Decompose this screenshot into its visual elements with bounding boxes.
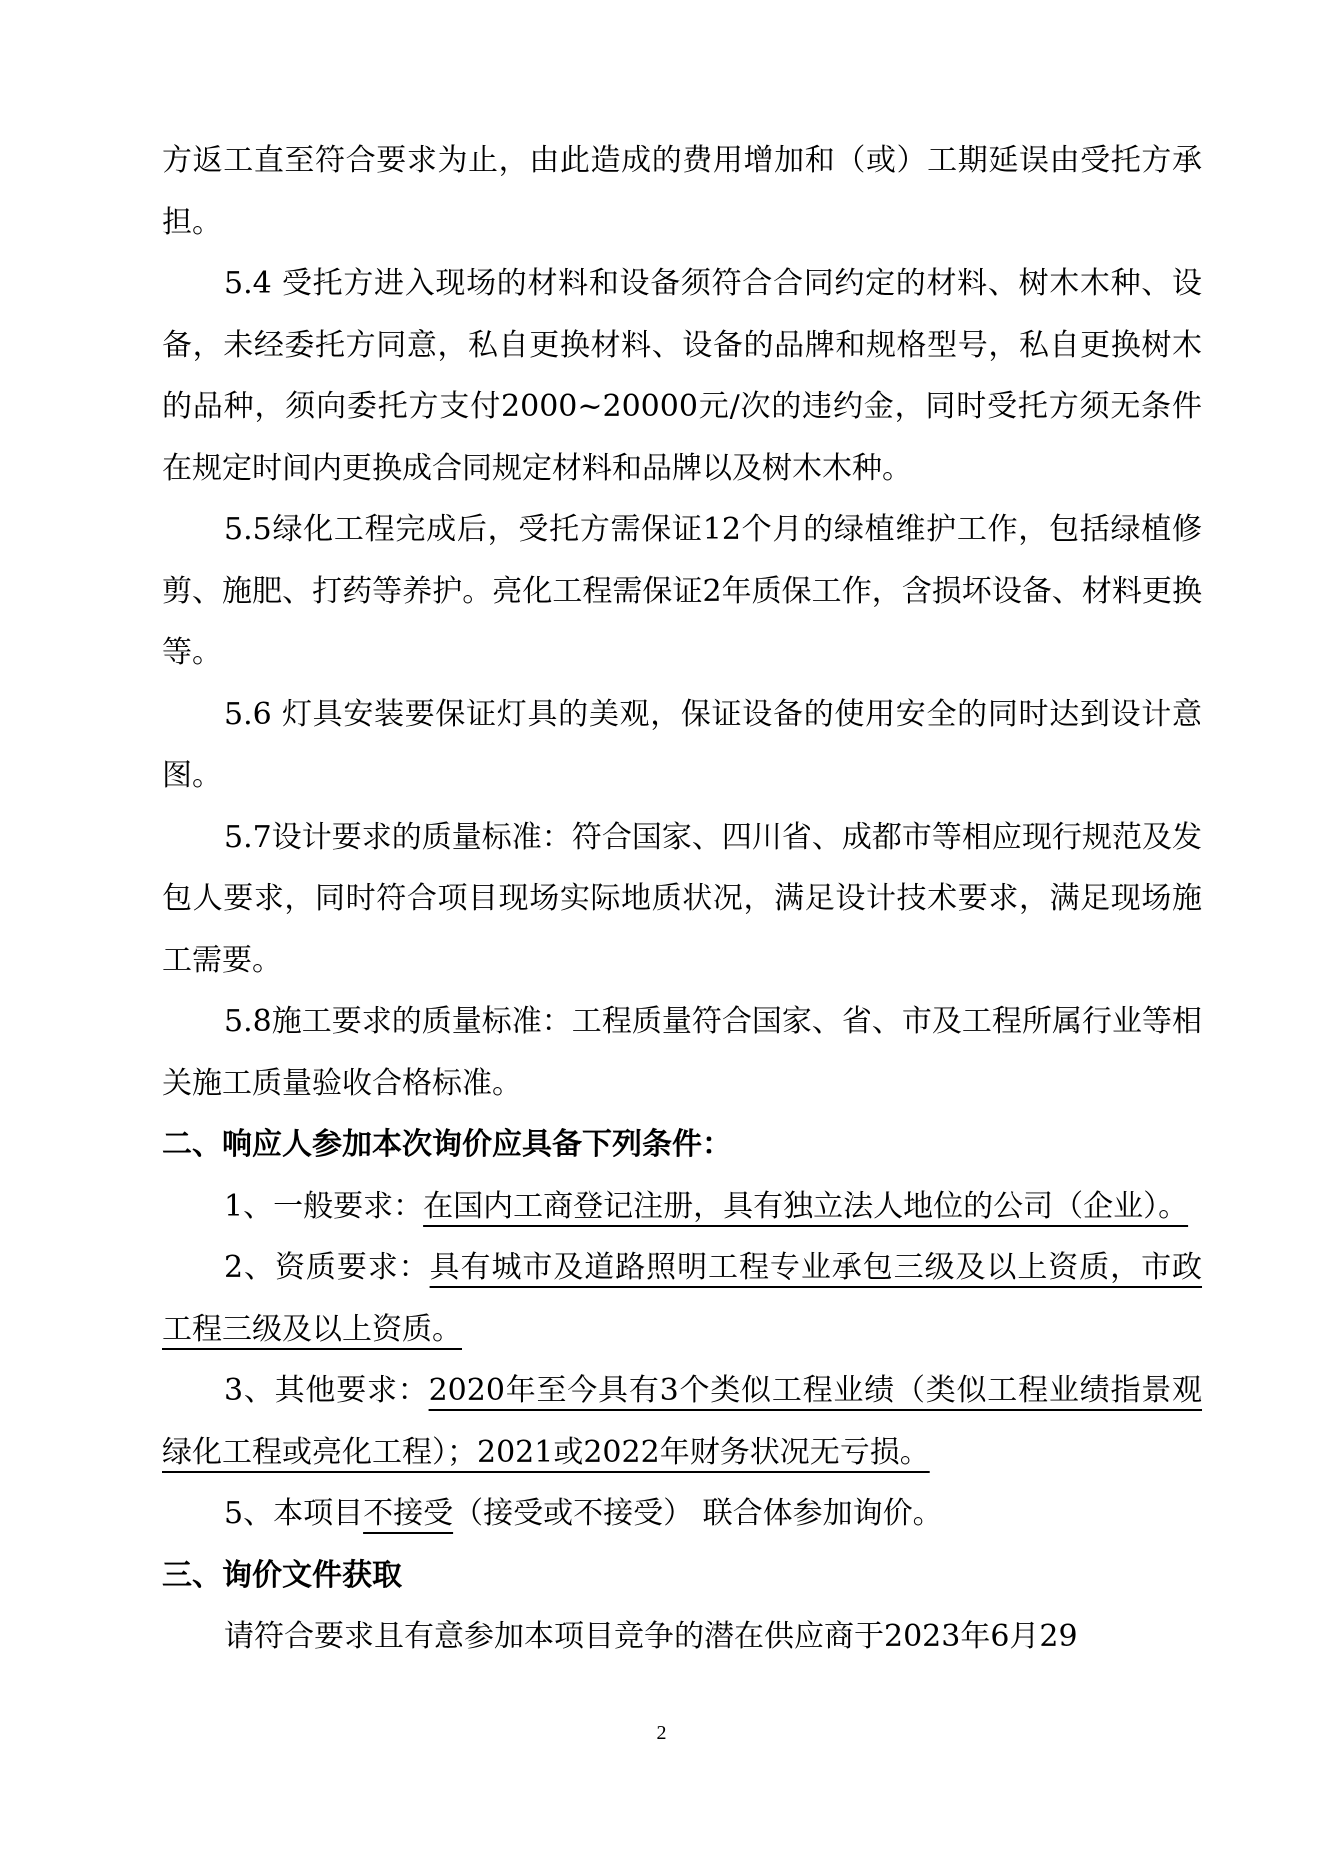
section-2-heading: 二、响应人参加本次询价应具备下列条件： [162,1127,732,1162]
requirement-consortium-label: 5、本项目 [224,1496,364,1531]
section-3-heading: 三、询价文件获取 [162,1557,402,1593]
requirement-consortium-value: 不接受 [363,1496,454,1531]
requirement-other-value: 2020年至今具有3个类似工程业绩（类似工程业绩指景观绿化工程或亮化工程）；2021或2022年财务状况无亏损。 [162,1373,1203,1470]
requirement-consortium [162,1483,1202,1545]
page-number: 2 [656,1722,667,1744]
requirement-qualification-label: 2、资质要求： [224,1250,430,1285]
requirement-general [162,1176,1202,1238]
requirement-general-value: 在国内工商登记注册，具有独立法人地位的公司（企业）。 [423,1188,1189,1224]
paragraph-5-6: 5.6 灯具安装要保证灯具的美观，保证设备的使用安全的同时达到设计意图。 [162,696,1202,793]
paragraph-5-5: 5.5绿化工程完成后，受托方需保证12个月的绿植维护工作，包括绿植修剪、施肥、打药等养护。亮化工程需保证2年质保工作，含损坏设备、材料更换等。 [162,512,1202,670]
paragraph-5-8: 5.8施工要求的质量标准：工程质量符合国家、省、市及工程所属行业等相关施工质量验收合格标准。 [162,1004,1202,1101]
requirement-qualification [162,1237,1202,1360]
requirement-general-label: 1、一般要求： [224,1188,424,1224]
paragraph-5-7: 5.7设计要求的质量标准：符合国家、四川省、成都市等相应现行规范及发包人要求，同时符合项目现场实际地质状况，满足设计技术要求，满足现场施工需要。 [162,819,1202,978]
paragraph-5-4: 5.4 受托方进入现场的材料和设备须符合合同约定的材料、树木木种、设备，未经委托方同意，私自更换材料、设备的品牌和规格型号，私自更换树木的品种，须向委托方支付2000~20000元/次的违约金，同时受托方须无条件在规定时间内更换成合同规定材料和品牌以及树木木种。 [162,266,1202,486]
requirement-other-label: 3、其他要求： [224,1373,429,1408]
requirement-other [162,1360,1202,1483]
document-body [162,130,1202,1668]
paragraph-continuation: 方返工直至符合要求为止，由此造成的费用增加和（或）工期延误由受托方承担。 [162,143,1202,240]
requirement-consortium-suffix: （接受或不接受） 联合体参加询价。 [453,1496,943,1531]
section-3-text: 请符合要求且有意参加本项目竞争的潜在供应商于2023年6月29 [224,1619,1078,1654]
requirement-qualification-value: 具有城市及道路照明工程专业承包三级及以上资质，市政工程三级及以上资质。 [162,1250,1203,1347]
